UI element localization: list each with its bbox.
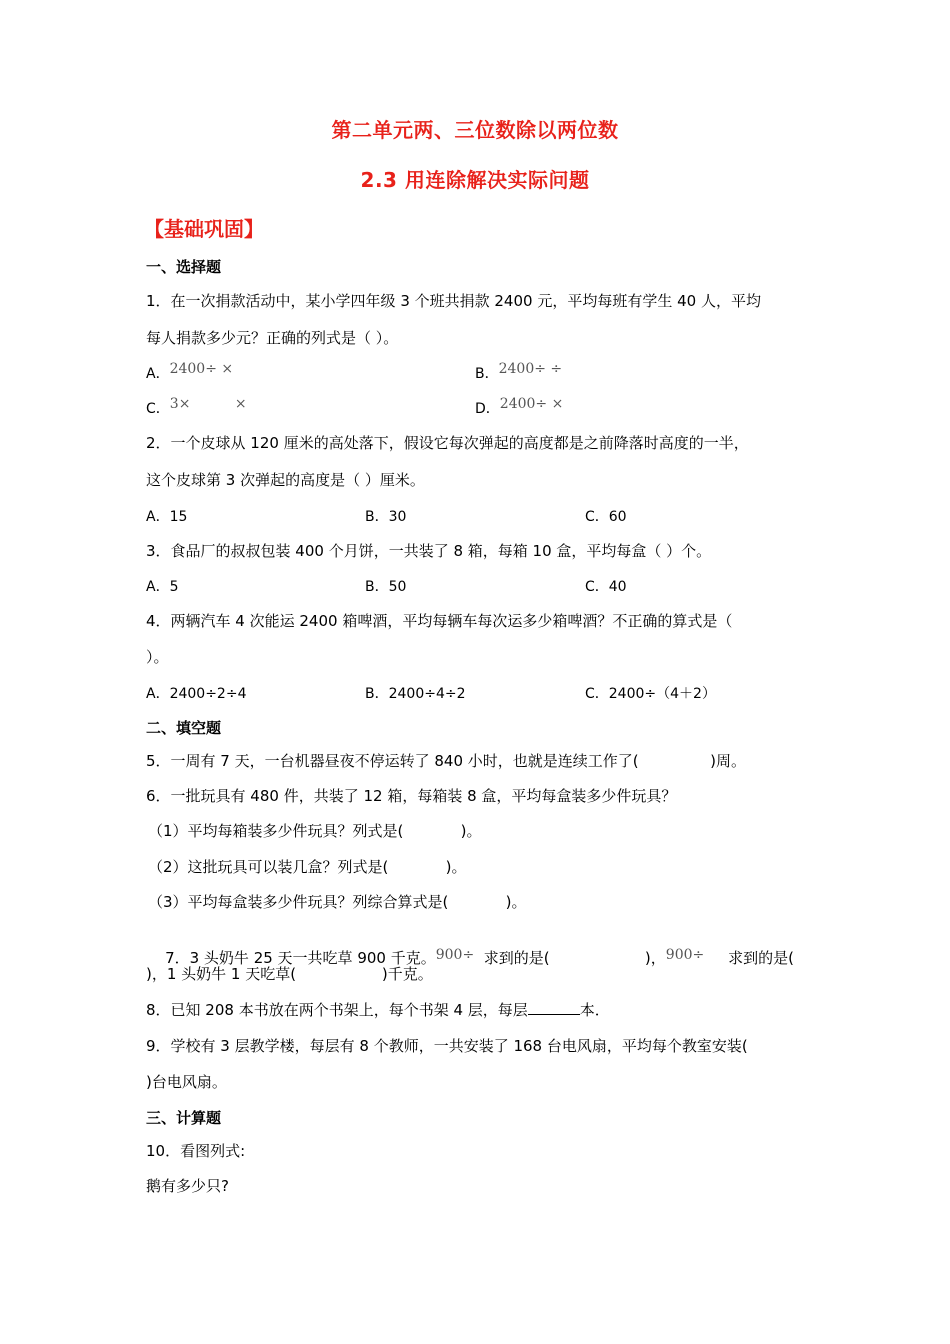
- q1-option-c-label: C．: [146, 401, 170, 417]
- q2-line1: 2．一个皮球从 120 厘米的高处落下，假设它每次弹起的高度都是之前降落时高度的一半，: [146, 434, 749, 452]
- q8-part1: 8．已知 208 本书放在两个书架上，每个书架 4 层，每层: [146, 1001, 528, 1019]
- part-heading-calc: 三、计算题: [146, 1109, 222, 1127]
- q2-line2: 这个皮球第 3 次弹起的高度是（ ）厘米。: [146, 471, 425, 489]
- q7-part1: 7．3 头奶牛 25 天一共吃草 900 千克。: [165, 949, 436, 967]
- q4-option-b: B．2400÷4÷2: [365, 686, 466, 702]
- q7-part2: 求到的是( )，: [474, 949, 666, 967]
- q2-option-a: A．15: [146, 509, 188, 525]
- q2-option-b: B．30: [365, 509, 407, 525]
- q8-part2: 本．: [579, 1001, 610, 1019]
- q4-line1: 4．两辆汽车 4 次能运 2400 箱啤酒，平均每辆车每次运多少箱啤酒？不正确的算式是（: [146, 612, 733, 630]
- q7-expr2: 900÷: [665, 947, 705, 963]
- q7-line2: )，1 头奶牛 1 天吃草( )千克。: [146, 965, 433, 983]
- q3-line1: 3．食品厂的叔叔包装 400 个月饼，一共装了 8 箱，每箱 10 盒，平均每盒（ ）个。: [146, 542, 712, 560]
- q3-option-c: C．40: [585, 579, 627, 595]
- q1-option-b-label: B．: [475, 366, 499, 382]
- q4-option-c: C．2400÷（4＋2）: [585, 686, 716, 702]
- q3-option-a: A．5: [146, 579, 179, 595]
- q6-sub3: （3）平均每盒装多少件玩具？列综合算式是( )。: [148, 893, 527, 911]
- q1-option-b: [475, 361, 563, 384]
- q8-answer-blank[interactable]: [528, 1000, 580, 1015]
- q7-expr1: 900÷: [435, 947, 475, 963]
- q5-line: 5．一周有 7 天，一台机器昼夜不停运转了 840 小时，也就是连续工作了( )周。: [146, 752, 747, 770]
- q1-option-b-expr: 2400÷ ÷: [498, 361, 563, 377]
- q4-option-a: A．2400÷2÷4: [146, 686, 247, 702]
- q3-option-b: B．50: [365, 579, 407, 595]
- q1-option-d-label: D．: [475, 401, 500, 417]
- q9-line2: )台电风扇。: [146, 1073, 227, 1091]
- page-subtitle: 2.3 用连除解决实际问题: [360, 168, 590, 192]
- q1-line1: 1．在一次捐款活动中，某小学四年级 3 个班共捐款 2400 元，平均每班有学生 40 人，平均: [146, 292, 761, 310]
- q6-line1: 6．一批玩具有 480 件，共装了 12 箱，每箱装 8 盒，平均每盒装多少件玩具？: [146, 787, 677, 805]
- q10-line1: 10．看图列式:: [146, 1142, 246, 1160]
- page-title: 第二单元两、三位数除以两位数: [331, 118, 619, 142]
- q1-option-a: [146, 361, 234, 384]
- q1-line2: 每人捐款多少元？正确的列式是（ ）。: [146, 329, 399, 347]
- q1-option-d-expr: 2400÷ ×: [499, 396, 564, 412]
- q1-option-c-expr: 3× ×: [169, 396, 247, 412]
- q1-option-d: [475, 396, 564, 419]
- q6-sub1: （1）平均每箱装多少件玩具？列式是( )。: [148, 822, 482, 840]
- q1-option-c: [146, 396, 247, 419]
- part-heading-choice: 一、选择题: [146, 258, 222, 276]
- q9-line1: 9．学校有 3 层教学楼，每层有 8 个教师，一共安装了 168 台电风扇，平均每个教室安装(: [146, 1037, 748, 1055]
- q2-option-c: C．60: [585, 509, 627, 525]
- q6-sub2: （2）这批玩具可以装几盒？列式是( )。: [148, 858, 467, 876]
- q8-line: [146, 1000, 610, 1020]
- part-heading-fill: 二、填空题: [146, 719, 222, 737]
- q10-line2: 鹅有多少只?: [146, 1177, 229, 1195]
- q7-part3: 求到的是(: [704, 949, 794, 967]
- q4-line2: ）。: [146, 648, 169, 666]
- section-heading: 【基础巩固】: [144, 217, 264, 241]
- q1-option-a-expr: 2400÷ ×: [169, 361, 234, 377]
- q1-option-a-label: A．: [146, 366, 170, 382]
